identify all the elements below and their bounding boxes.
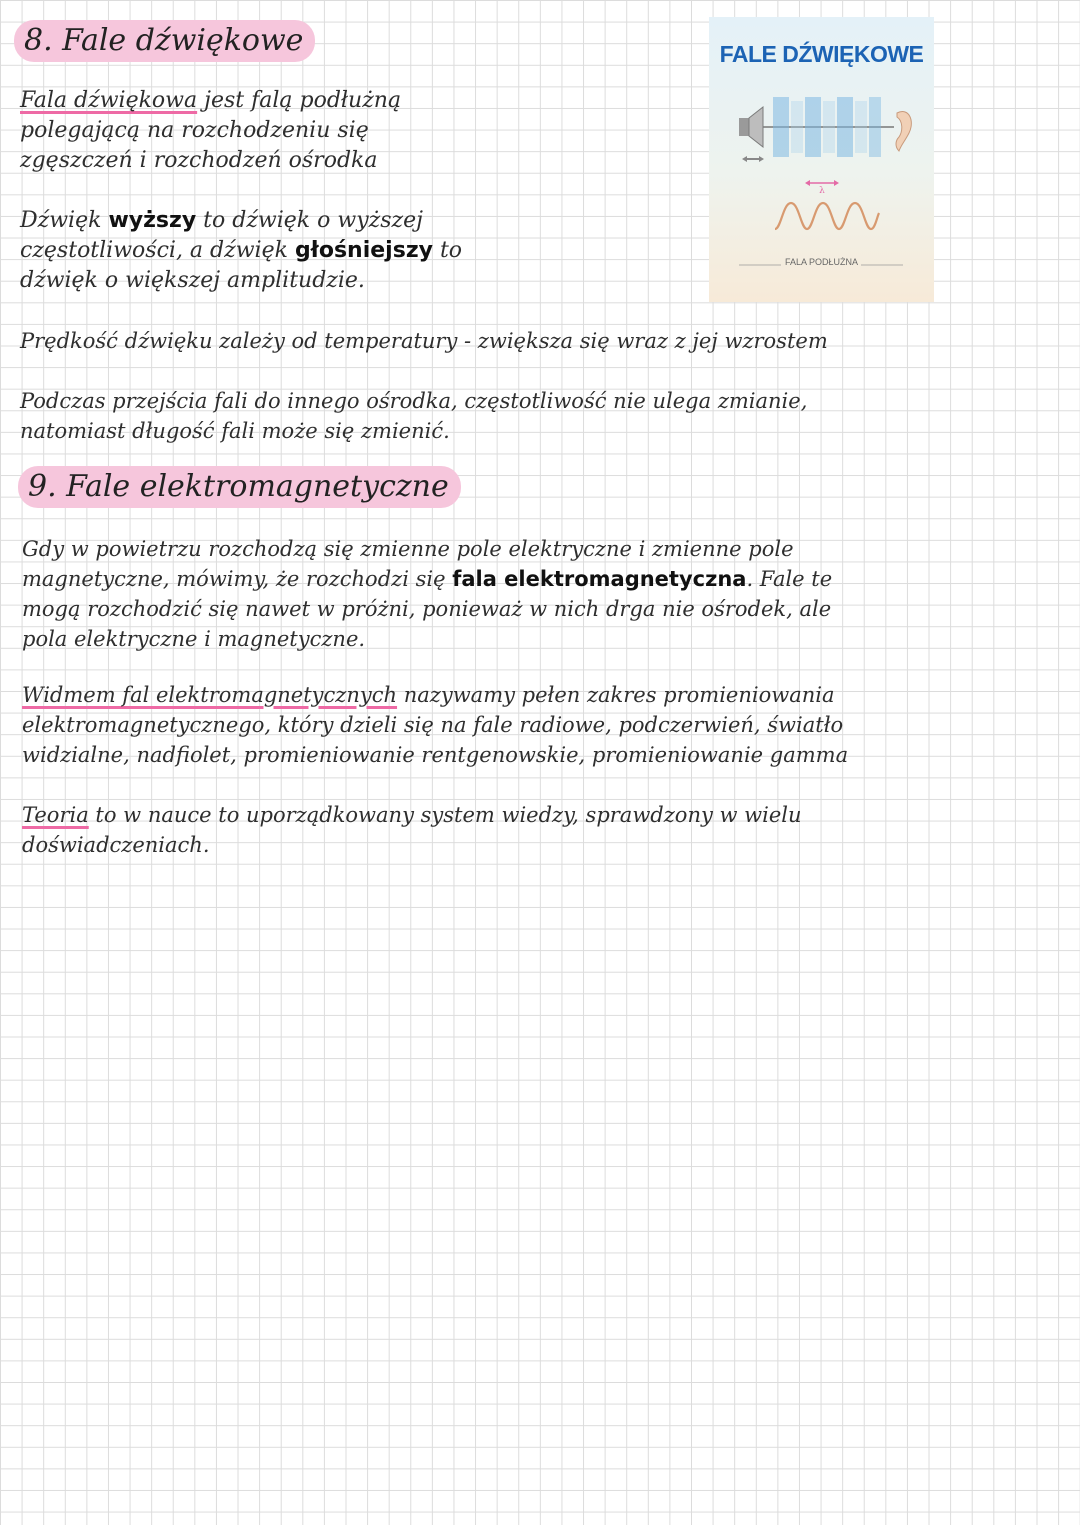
term-spectrum: Widmem fal elektromagnetycznych [22, 683, 398, 707]
section-8-heading: 8. Fale dźwiękowe [14, 20, 315, 62]
speed-line: Prędkość dźwięku zależy od temperatury - zwiększa się wraz z jej wzrostem [20, 329, 828, 353]
illustration-caption [709, 257, 934, 267]
pitch-line-1c: to dźwięk o wyższej [196, 208, 423, 233]
pitch-line-2a: częstotliwości, a dźwięk [20, 238, 295, 263]
wave-curve [775, 203, 879, 229]
spectrum-line-2: elektromagnetycznego, który dzieli się na fale radiowe, podczerwień, światło [22, 713, 844, 737]
illustration-title: FALE DŹWIĘKOWE [719, 41, 924, 67]
term-theory: Teoria [22, 803, 89, 827]
spectrum-line-3: widzialne, nadfiolet, promieniowanie rentgenowskie, promieniowanie gamma [22, 743, 849, 767]
term-louder: głośniejszy [294, 238, 433, 263]
definition-line-2: polegającą na rozchodzeniu się [20, 118, 369, 143]
term-higher: wyższy [108, 208, 197, 233]
speaker-icon [739, 107, 763, 147]
caption-text: FALA PODŁUŻNA [784, 257, 859, 267]
sound-wave-definition [20, 86, 401, 176]
wavelength-marker [805, 180, 839, 196]
speed-of-sound-note [20, 326, 828, 356]
medium-change-note [20, 386, 807, 446]
em-line-2c: . Fale te [746, 567, 833, 591]
pitch-line-1a: Dźwięk [20, 208, 109, 233]
pitch-line-3: dźwięk o większej amplitudzie. [20, 268, 365, 293]
medium-line-1: Podczas przejścia fali do innego ośrodka, częstotliwość nie ulega zmianie, [20, 389, 808, 413]
em-wave-description [22, 534, 832, 654]
em-line-3: mogą rozchodzić się nawet w próżni, ponieważ w nich drga nie ośrodek, ale [22, 597, 832, 621]
theory-line-2: doświadczeniach. [22, 833, 210, 857]
term-sound-wave: Fala dźwiękowa [20, 88, 198, 113]
section-9-heading: 9. Fale elektromagnetyczne [18, 466, 461, 508]
em-spectrum-definition [22, 680, 848, 770]
em-line-1: Gdy w powietrzu rozchodzą się zmienne pole elektryczne i zmienne pole [22, 537, 794, 561]
spectrum-line-1-rest: nazywamy pełen zakres promieniowania [397, 683, 835, 707]
definition-line-3: zgęszczeń i rozchodzeń ośrodka [20, 148, 378, 173]
term-em-wave: fala elektromagnetyczna [452, 567, 747, 591]
theory-definition [22, 800, 802, 860]
ear-icon [896, 112, 911, 151]
em-line-2a: magnetyczne, mówimy, że rozchodzi się [22, 567, 453, 591]
em-line-4: pola elektryczne i magnetyczne. [22, 627, 366, 651]
lambda-label: λ [819, 186, 825, 196]
pitch-line-2c: to [432, 238, 463, 263]
oscillation-arrow-icon [742, 156, 764, 162]
definition-line-1-rest: jest falą podłużną [197, 88, 402, 113]
theory-line-1-rest: to w nauce to uporządkowany system wiedzy, sprawdzony w wielu [88, 803, 802, 827]
medium-line-2: natomiast długość fali może się zmienić. [20, 419, 450, 443]
pitch-loudness-note [20, 206, 462, 296]
sound-waves-illustration [709, 17, 934, 302]
